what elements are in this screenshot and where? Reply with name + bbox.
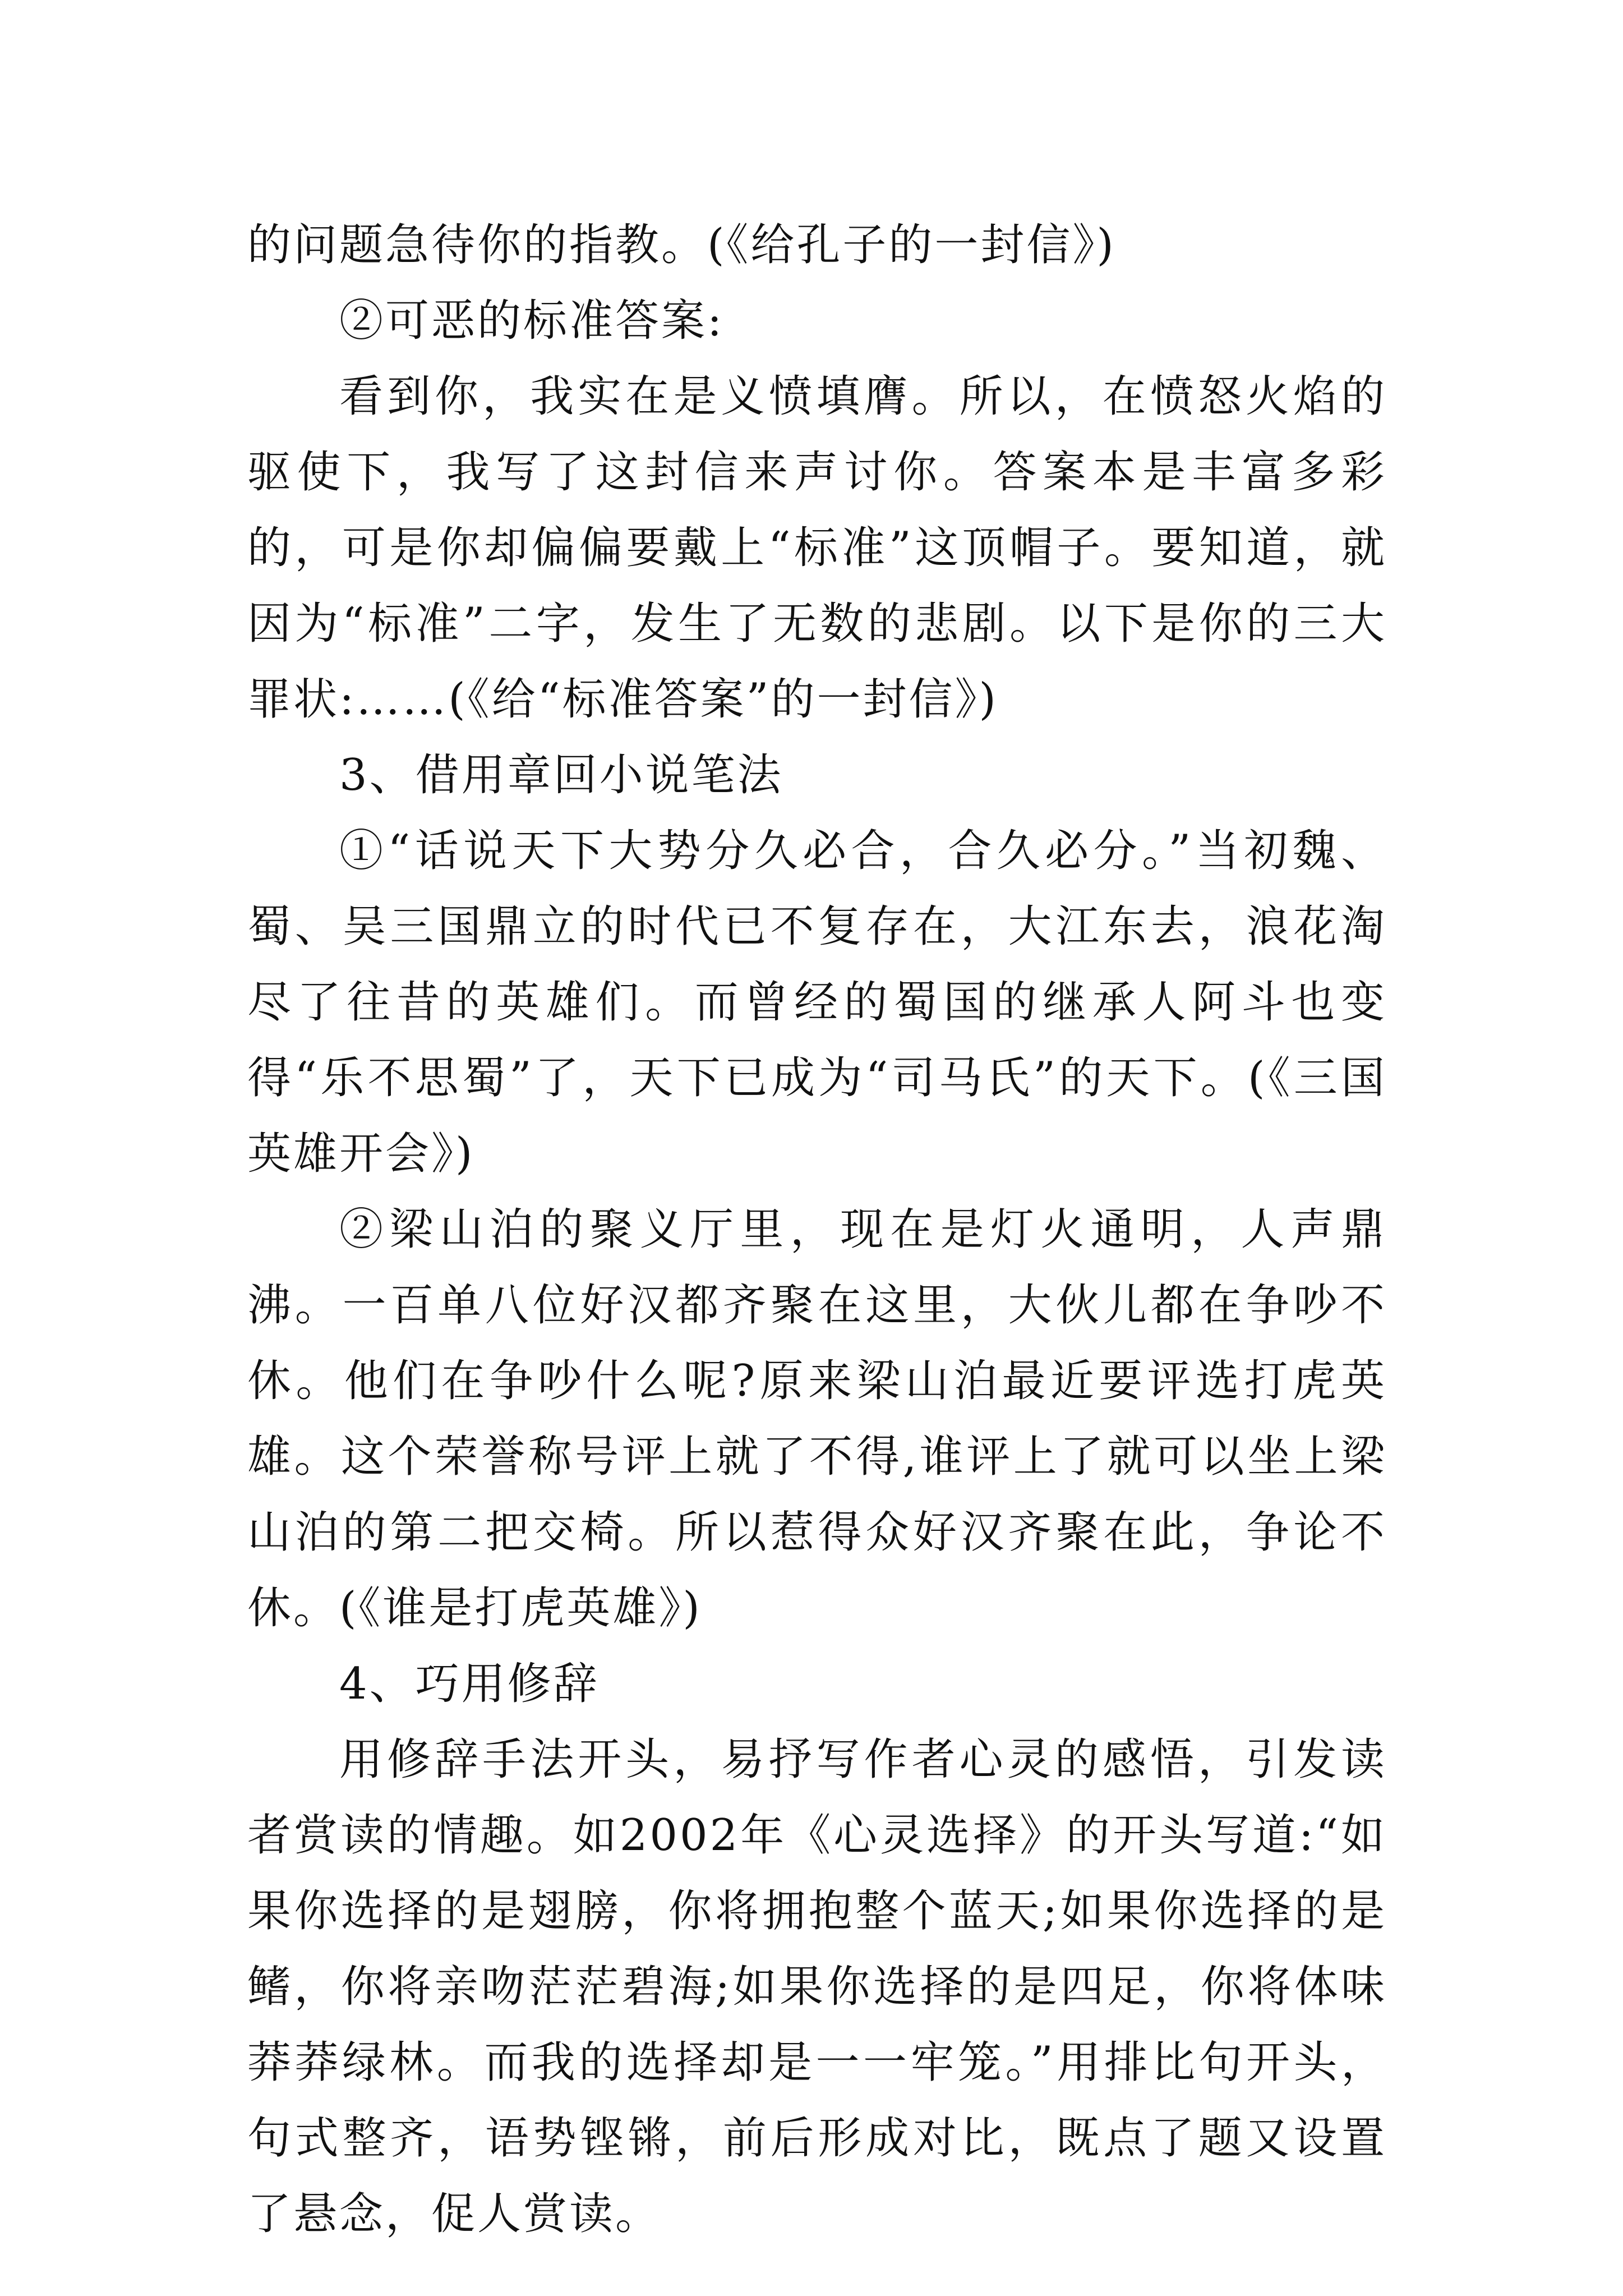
section-heading-rhetoric: 4、巧用修辞 [339,1659,600,1709]
paragraph-rhetoric-body: 用修辞手法开头，易抒写作者心灵的感悟，引发读者赏读的情趣。如2002年《心灵选择》的开头写道:“如果你选择的是翅膀，你将拥抱整个蓝天;如果你选择的是鳍，你将亲吻茫茫碧海;如果你选择的是四足，你将体味莽莽绿林。而我的选择却是一一牢笼。”用排比句开头，句式整齐，语势铿锵，前后形成对比，既点了题又设置了悬念，促人赏读。 [247,1734,1387,2239]
paragraph-liangshan: ②梁山泊的聚义厅里，现在是灯火通明，人声鼎沸。一百单八位好汉都齐聚在这里，大伙儿都在争吵不休。他们在争吵什么呢?原来梁山泊最近要评选打虎英雄。这个荣誉称号评上就了不得,谁评上了就可以坐上梁山泊的第二把交椅。所以惹得众好汉齐聚在此，争论不休。(《谁是打虎英雄》) [247,1204,1387,1634]
document-body [247,208,1387,2252]
paragraph-standard-answer-body: 看到你，我实在是义愤填膺。所以，在愤怒火焰的驱使下，我写了这封信来声讨你。答案本是丰富多彩的，可是你却偏偏要戴上“标准”这顶帽子。要知道，就因为“标准”二字，发生了无数的悲剧。以下是你的三大罪状:……(《给“标准答案”的一封信》) [247,371,1387,725]
paragraph-three-kingdoms: ①“话说天下大势分久必合，合久必分。”当初魏、蜀、吴三国鼎立的时代已不复存在，大江东去，浪花淘尽了往昔的英雄们。而曾经的蜀国的继承人阿斗也变得“乐不思蜀”了，天下已成为“司马氏”的天下。(《三国英雄开会》) [247,826,1387,1179]
paragraph-standard-answer-heading: ②可恶的标准答案: [339,296,725,346]
paragraph-confucius-letter-end: 的问题急待你的指教。(《给孔子的一封信》) [247,220,1116,270]
section-heading-chapter-novel: 3、借用章回小说笔法 [339,750,783,800]
